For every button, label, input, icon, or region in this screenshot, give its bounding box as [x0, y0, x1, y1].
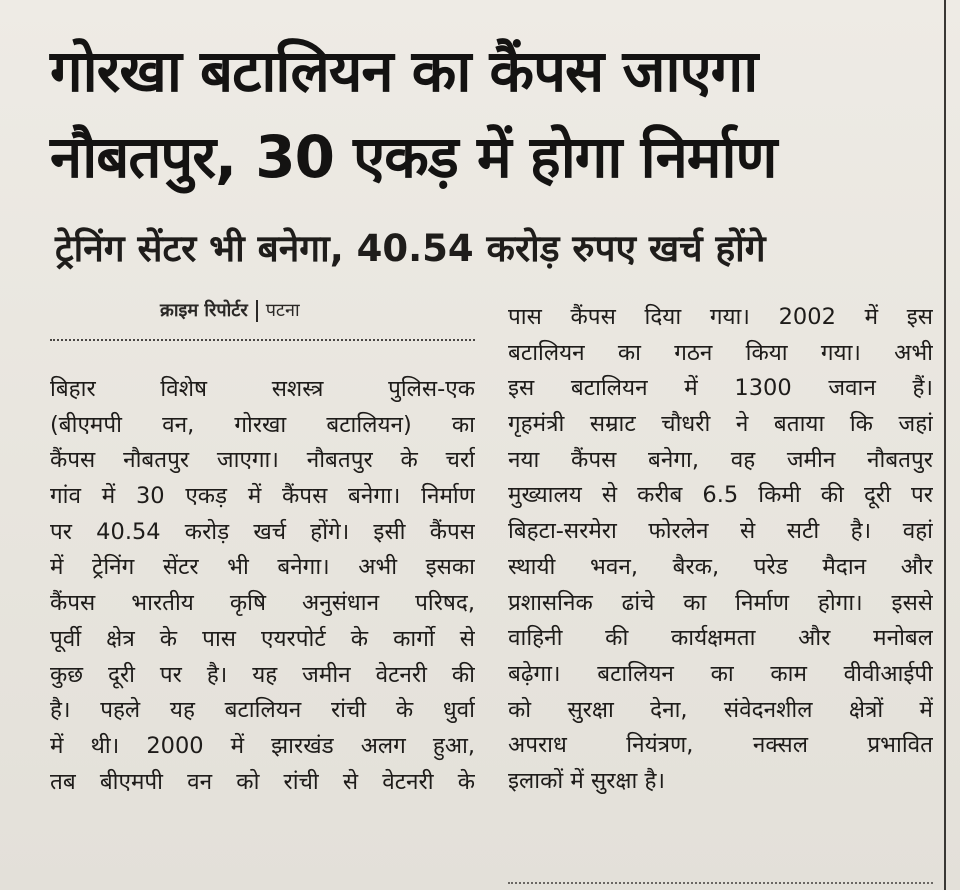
article-column-2	[508, 300, 933, 800]
text-line: बिहार विशेष सशस्त्र पुलिस-एक	[50, 376, 475, 402]
column-divider-rule	[944, 0, 946, 890]
text-line: पूर्वी क्षेत्र के पास एयरपोर्ट के कार्गो से	[50, 625, 475, 652]
text-line: कैंपस नौबतपुर जाएगा। नौबतपुर के चर्रा	[50, 447, 475, 474]
text-line: में थी। 2000 में झारखंड अलग हुआ,	[50, 732, 475, 759]
text-line: है। पहले यह बटालियन रांची के धुर्वा	[50, 697, 475, 724]
text-line: स्थायी भवन, बैरक, परेड मैदान और	[508, 553, 933, 580]
bottom-dotted-rule	[508, 882, 933, 884]
text-line: अपराध नियंत्रण, नक्सल प्रभावित	[508, 732, 933, 759]
text-line: नया कैंपस बनेगा, वह जमीन नौबतपुर	[508, 446, 933, 473]
byline	[160, 296, 300, 326]
text-line: गृहमंत्री सम्राट चौधरी ने बताया कि जहां	[508, 411, 933, 438]
text-line: कैंपस भारतीय कृषि अनुसंधान परिषद,	[50, 590, 475, 617]
text-line: वाहिनी की कार्यक्षमता और मनोबल	[508, 625, 933, 652]
text-line: में ट्रेनिंग सेंटर भी बनेगा। अभी इसका	[50, 554, 475, 581]
text-line: गांव में 30 एकड़ में कैंपस बनेगा। निर्माण	[50, 483, 475, 510]
text-line: इलाकों में सुरक्षा है।	[508, 767, 665, 794]
byline-separator	[256, 300, 258, 322]
text-line: पास कैंपस दिया गया। 2002 में इस	[508, 304, 933, 330]
text-line: बढ़ेगा। बटालियन का काम वीवीआईपी	[508, 660, 933, 687]
text-line: प्रशासनिक ढांचे का निर्माण होगा। इससे	[508, 589, 933, 616]
text-line: पर 40.54 करोड़ खर्च होंगे। इसी कैंपस	[50, 518, 475, 545]
text-line: बिहटा-सरमेरा फोरलेन से सटी है। वहां	[508, 518, 933, 545]
text-line: तब बीएमपी वन को रांची से वेटनरी के	[50, 768, 475, 795]
headline-line-1: गोरखा बटालियन का कैंपस जाएगा	[50, 37, 758, 105]
headline	[50, 28, 910, 200]
byline-dotted-rule	[50, 339, 475, 341]
text-line: मुख्यालय से करीब 6.5 किमी की दूरी पर	[508, 482, 933, 509]
text-line: कुछ दूरी पर है। यह जमीन वेटनरी की	[50, 661, 475, 688]
text-line: को सुरक्षा देना, संवेदनशील क्षेत्रों में	[508, 696, 933, 723]
article-column-1	[50, 372, 475, 800]
byline-reporter: क्राइम रिपोर्टर	[160, 300, 248, 321]
text-line: (बीएमपी वन, गोरखा बटालियन) का	[50, 411, 475, 438]
text-line: बटालियन का गठन किया गया। अभी	[508, 339, 933, 366]
byline-city: पटना	[265, 300, 300, 321]
subheadline: ट्रेनिंग सेंटर भी बनेगा, 40.54 करोड़ रुपए खर्च होंगे	[55, 227, 766, 270]
text-line: इस बटालियन में 1300 जवान हैं।	[508, 375, 933, 402]
headline-line-2: नौबतपुर, 30 एकड़ में होगा निर्माण	[50, 123, 777, 191]
